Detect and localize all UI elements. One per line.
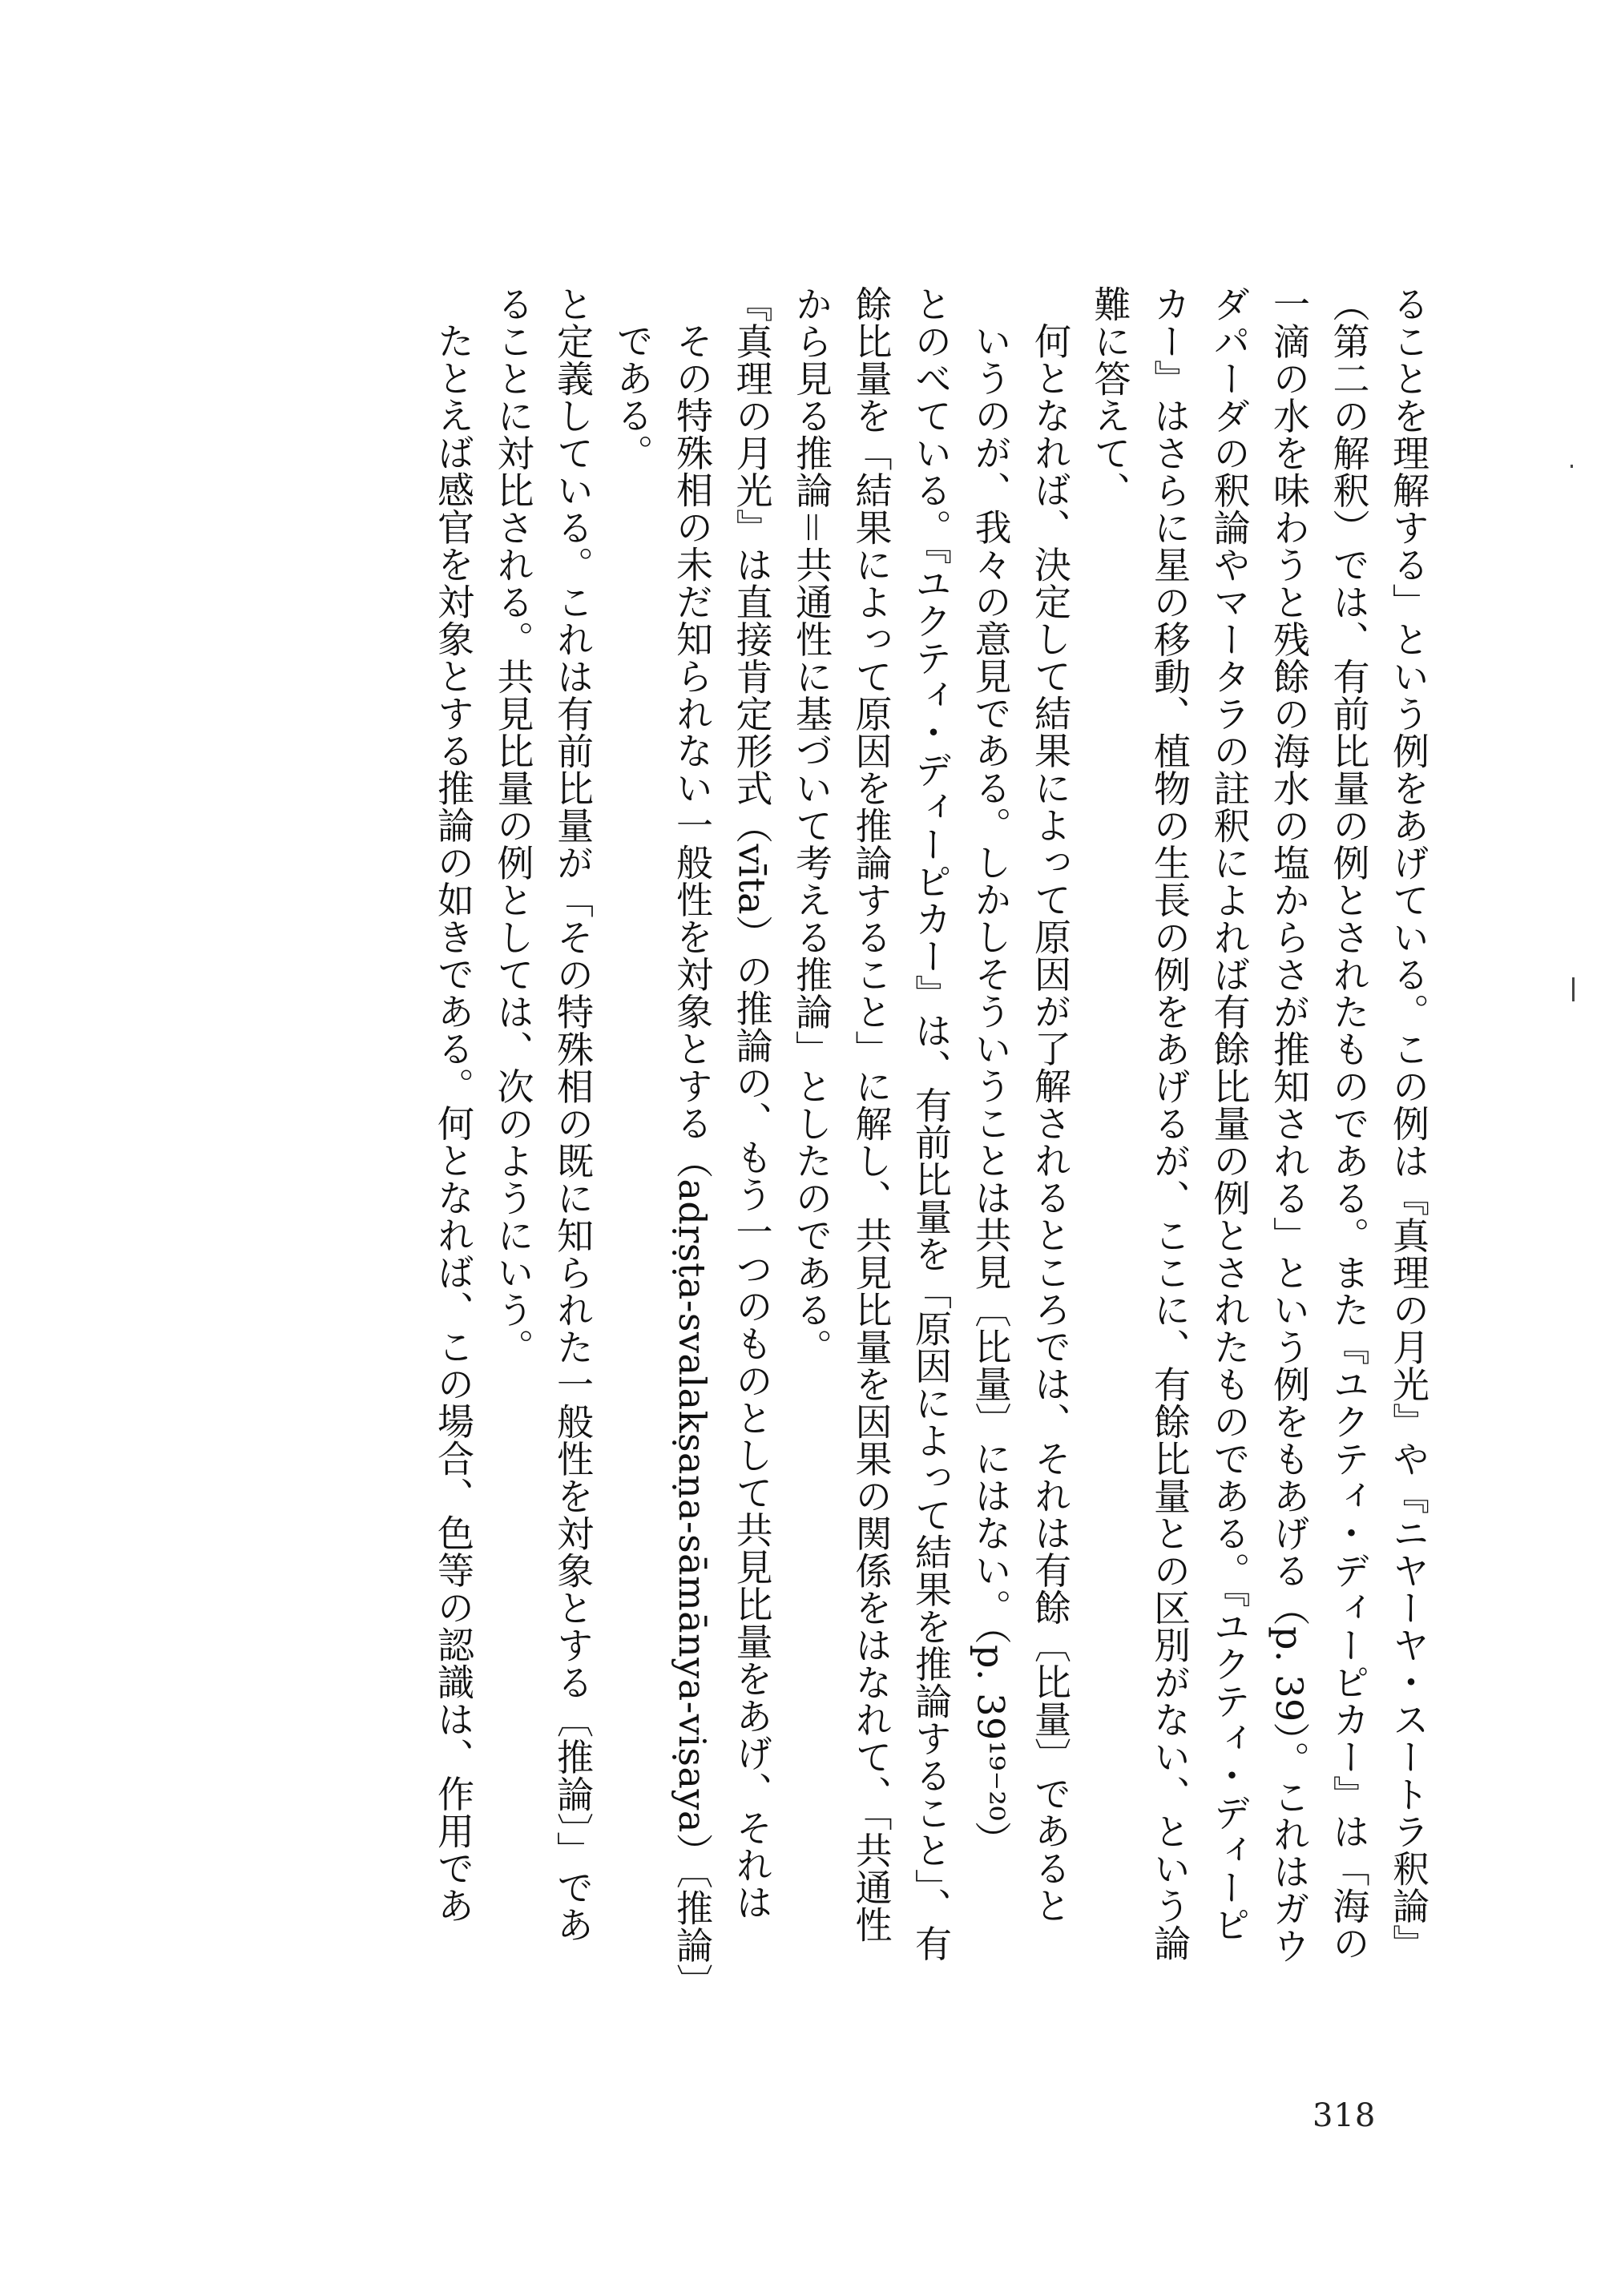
text-line: ることを理解する」という例をあげている。この例は『真理の月光』や『ニヤーヤ・スートラ釈論』 bbox=[1387, 285, 1430, 1962]
quotation-line: いうのが、我々の意見である。しかしそういうことは共見〔比量〕にはない。（p. 39¹⁹⁻²⁰） bbox=[969, 322, 1013, 1859]
margin-mark bbox=[1571, 465, 1573, 468]
text-line: ダパーダの釈論やマータラの註釈によれば有餘比量の例とされたものである。『ユクティ・ディーピ bbox=[1208, 285, 1252, 1944]
quotation-line: 何となれば、決定して結果によって原因が了解されるところでは、それは有餘〔比量〕であると bbox=[1029, 322, 1072, 1924]
quotation-line: その特殊相の未だ知られない一般性を対象とする（adṛṣṭa-svalakṣaṇa-sāmānya-viṣaya）〔推論〕 bbox=[671, 322, 714, 2001]
quotation-line: である。 bbox=[611, 322, 655, 471]
text-line: （第二の解釈）では、有前比量の例とされたものである。また『ユクティ・ディーピカー』は「海の bbox=[1327, 285, 1371, 1962]
margin-mark bbox=[1572, 977, 1575, 1001]
text-line: 『真理の月光』は直接肯定形式（vīta）の推論の、もう一つのものとして共見比量をあげ、それは bbox=[730, 285, 774, 1921]
text-line: 難に答えて、 bbox=[1088, 285, 1132, 509]
text-line: 餘比量を「結果によって原因を推論すること」に解し、共見比量を因果の関係をはなれて、「共通性 bbox=[849, 285, 893, 1944]
body-text bbox=[424, 285, 1439, 2088]
text-line: ることに対比される。共見比量の例としては、次のようにいう。 bbox=[491, 285, 535, 1366]
quotation-line: たとえば感官を対象とする推論の如きである。何となれば、この場合、色等の認識は、作用であ bbox=[432, 322, 475, 1924]
text-line: と定義している。これは有前比量が「その特殊相の既に知られた一般性を対象とする〔推論〕」であ bbox=[551, 285, 595, 1944]
text-line: 一滴の水を味わうと残餘の海水の塩からさが推知される」という例をもあげる（p. 39）。これはガウ bbox=[1268, 285, 1311, 1965]
text-line: カー』はさらに星の移動、植物の生長の例をあげるが、ここに、有餘比量との区別がない、という論 bbox=[1148, 285, 1192, 1962]
text-line: とのべている。『ユクティ・ディーピカー』は、有前比量を「原因によって結果を推論すること」、有 bbox=[909, 285, 953, 1962]
text-line: から見る推論＝共通性に基づいて考える推論」としたのである。 bbox=[790, 285, 833, 1366]
page-number: 318 bbox=[1313, 2097, 1377, 2134]
